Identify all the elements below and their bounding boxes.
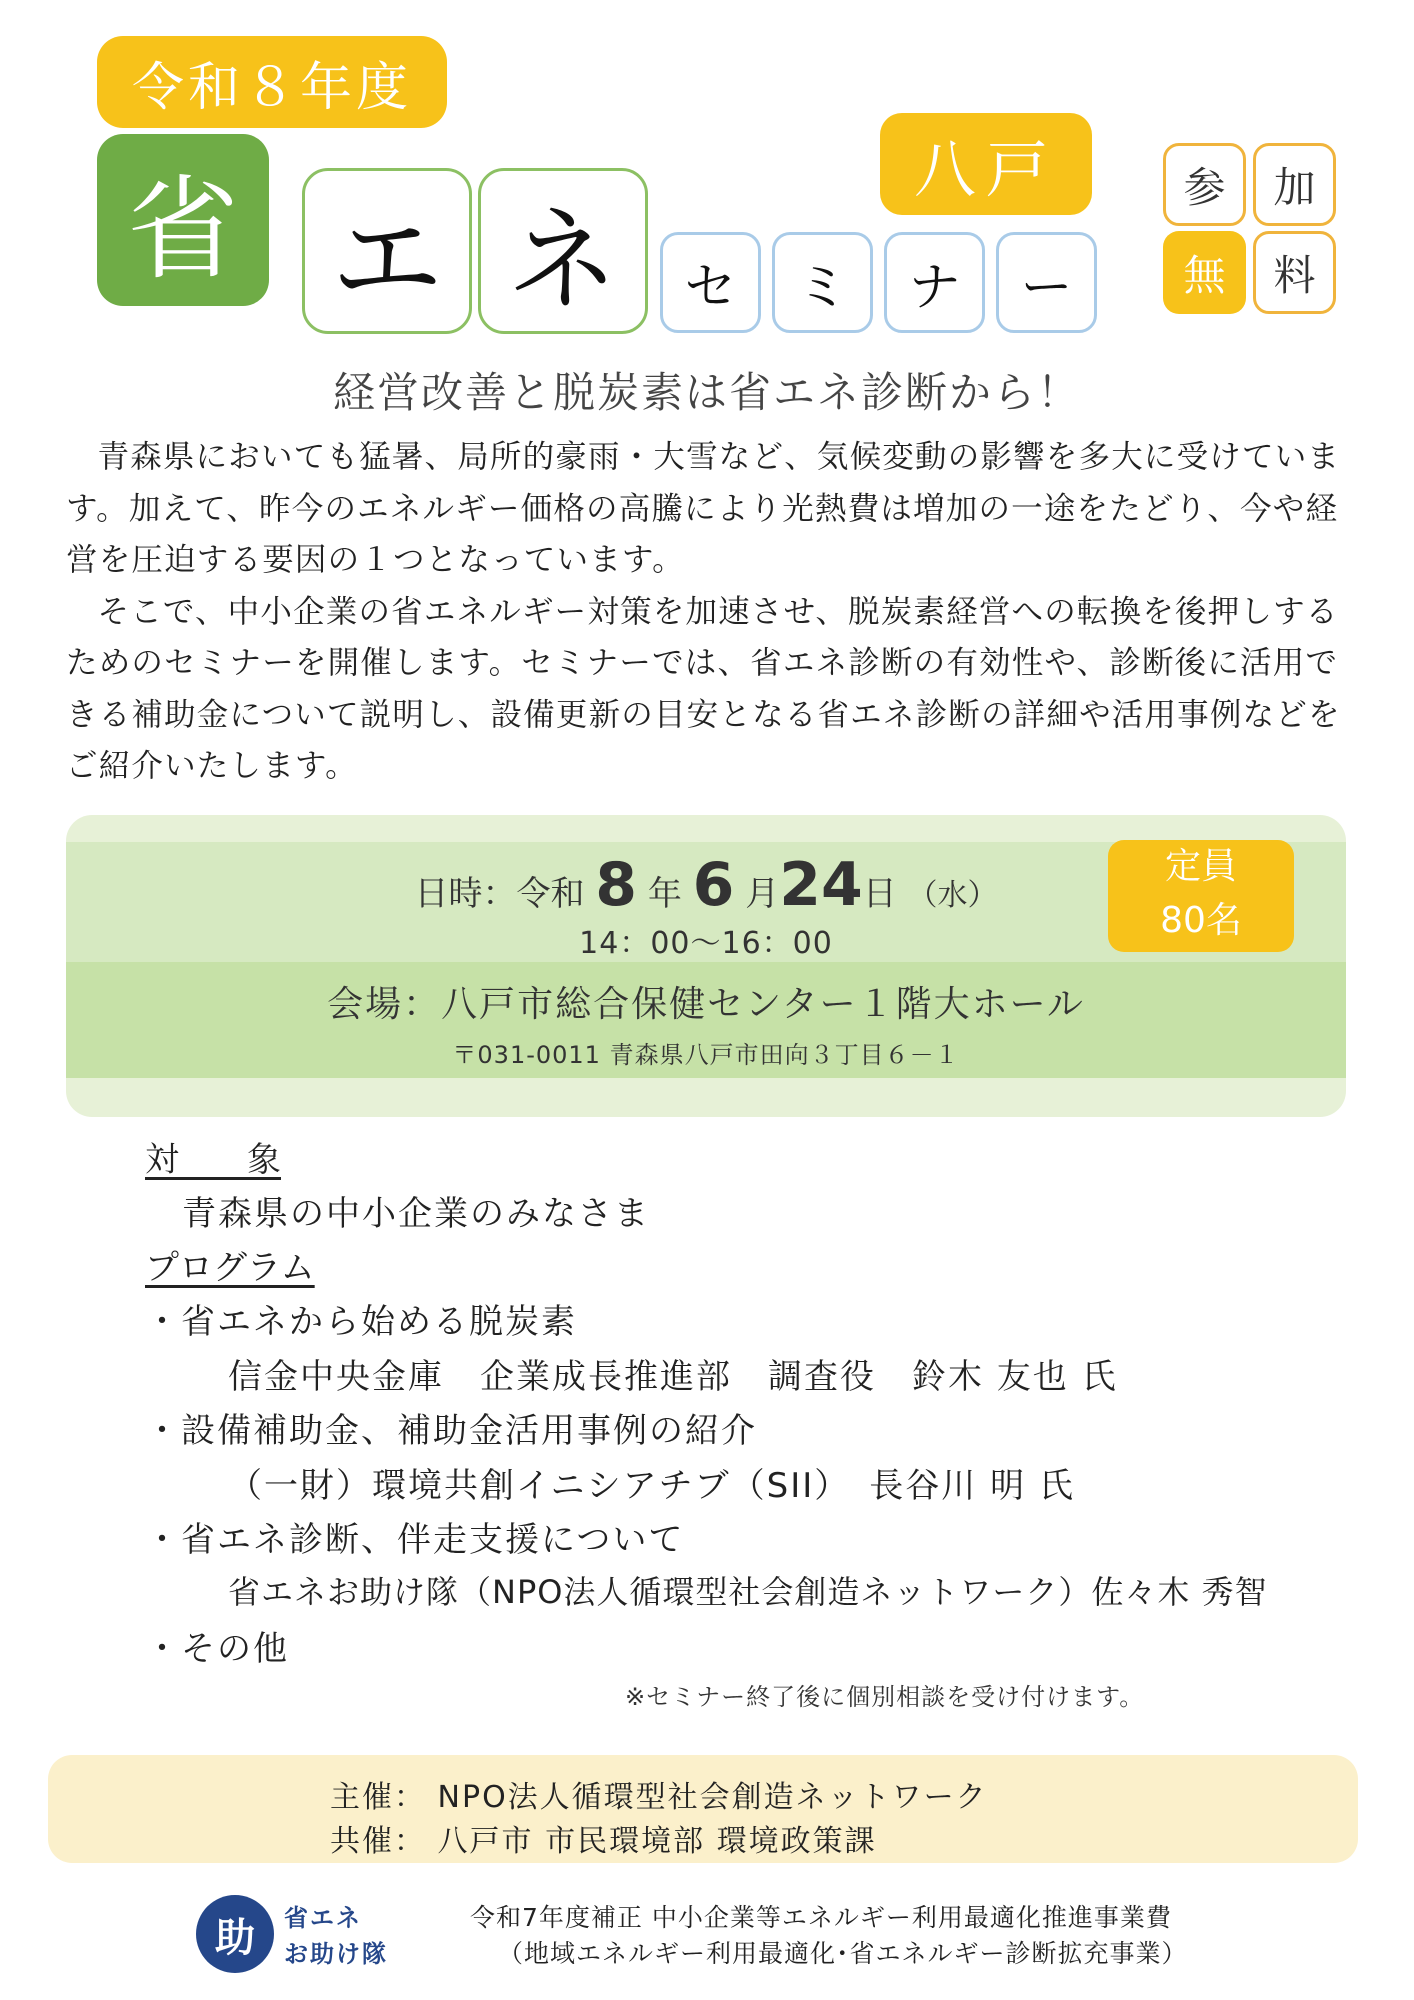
date-day-unit: 日 xyxy=(862,874,897,914)
title-char-ne: ネ xyxy=(478,168,648,334)
consultation-note: ※セミナー終了後に個別相談を受け付けます。 xyxy=(625,1683,1145,1711)
organizer-cohost: 共催： 八戸市 市民環境部 環境政策課 xyxy=(330,1824,877,1859)
event-venue: 会場：八戸市総合保健センター１階大ホール xyxy=(327,984,1085,1025)
event-time: 14：00～16：00 xyxy=(579,926,833,961)
target-heading: 対 象 xyxy=(145,1140,281,1180)
capacity-value: 80名 xyxy=(1160,900,1242,941)
capacity-label: 定員 xyxy=(1164,846,1237,887)
funding-line-2: （地域エネルギー利用最適化･省エネルギー診断拡充事業） xyxy=(498,1939,1188,1968)
program-item-title: ・省エネから始める脱炭素 xyxy=(145,1302,577,1342)
program-item-title: ・その他 xyxy=(145,1629,289,1669)
title-char-e: エ xyxy=(302,168,472,334)
title-char-sho: 省 xyxy=(97,134,269,306)
seminar-char-se: セ xyxy=(660,232,761,333)
program-item-speaker: （一財）環境共創イニシアチブ（SII） 長谷川 明 氏 xyxy=(228,1466,1075,1506)
free-char-mu: 無 xyxy=(1163,231,1246,314)
organizer-host: 主催： NPO法人循環型社会創造ネットワーク xyxy=(330,1780,988,1815)
program-item-speaker: 省エネお助け隊（NPO法人循環型社会創造ネットワーク）佐々木 秀智 xyxy=(228,1573,1268,1611)
free-char-ka: 加 xyxy=(1253,143,1336,226)
program-item-speaker: 信金中央金庫 企業成長推進部 調査役 鈴木 友也 氏 xyxy=(228,1357,1118,1397)
free-char-san: 参 xyxy=(1163,143,1246,226)
seminar-char-mi: ミ xyxy=(772,232,873,333)
intro-paragraph-2: そこで、中小企業の省エネルギー対策を加速させ、脱炭素経営への転換を後押しするためのセミナーを開催します。セミナーでは、省エネ診断の有効性や、診断後に活用できる補助金について説明し、設備更新の目安となる省エネ診断の詳細や活用事例などをご紹介いたします。 xyxy=(66,593,1341,784)
date-prefix: 日時：令和 xyxy=(414,874,585,914)
date-month-unit: 月 xyxy=(745,874,780,914)
logo-text-line1: 省エネ xyxy=(284,1904,362,1932)
program-heading: プログラム xyxy=(145,1248,315,1288)
target-text: 青森県の中小企業のみなさま xyxy=(182,1194,650,1234)
subtitle: 経営改善と脱炭素は省エネ診断から！ xyxy=(332,368,1081,417)
date-weekday: （水） xyxy=(907,878,998,913)
date-year: 8 xyxy=(595,850,638,920)
intro-text xyxy=(66,432,1346,793)
date-month: 6 xyxy=(692,850,735,920)
otasuketai-logo-icon: 助 xyxy=(196,1895,274,1973)
date-day: 24 xyxy=(779,850,863,920)
event-address: 〒031-0011 青森県八戸市田向３丁目６－１ xyxy=(452,1041,960,1069)
program-item-title: ・設備補助金、補助金活用事例の紹介 xyxy=(145,1411,757,1451)
seminar-char-na: ナ xyxy=(884,232,985,333)
capacity-badge xyxy=(1108,840,1294,952)
city-badge: 八戸 xyxy=(880,113,1092,215)
funding-line-1: 令和7年度補正 中小企業等エネルギー利用最適化推進事業費 xyxy=(470,1903,1172,1932)
year-badge: 令和８年度 xyxy=(97,36,447,128)
program-item-title: ・省エネ診断、伴走支援について xyxy=(145,1520,685,1560)
seminar-char-dash: ー xyxy=(996,232,1097,333)
logo-text-line2: お助け隊 xyxy=(284,1940,388,1968)
free-char-ryo: 料 xyxy=(1253,231,1336,314)
intro-paragraph-1: 青森県においても猛暑、局所的豪雨・大雪など、気候変動の影響を多大に受けています。加えて、昨今のエネルギー価格の高騰により光熱費は増加の一途をたどり、今や経営を圧迫する要因の１つとなっています。 xyxy=(66,439,1341,578)
date-year-unit: 年 xyxy=(647,874,682,914)
